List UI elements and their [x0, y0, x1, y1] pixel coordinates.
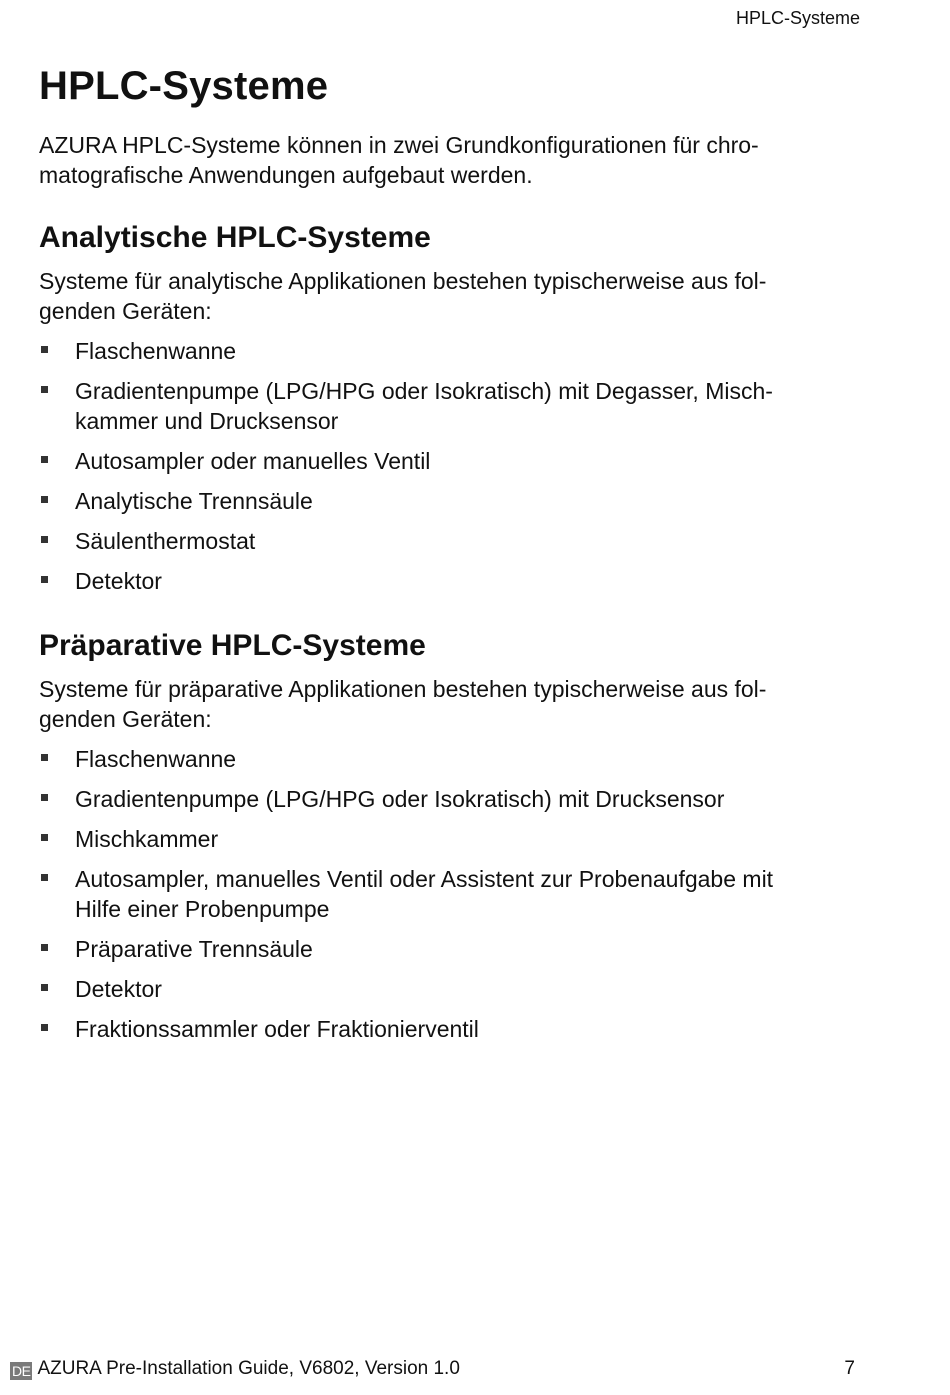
preparative-text-line-1: Systeme für präparative Applikationen bestehen typischerweise aus fol- — [39, 676, 767, 702]
list-item: Flaschenwanne — [39, 744, 839, 774]
preparative-device-list — [39, 744, 839, 1044]
bullet-icon — [41, 386, 48, 393]
page-title: HPLC-Systeme — [39, 64, 329, 108]
language-badge: DE — [12, 1363, 31, 1379]
bullet-icon — [41, 456, 48, 463]
bullet-icon — [41, 576, 48, 583]
list-item: Präparative Trennsäule — [39, 934, 839, 964]
analytical-text-line-1: Systeme für analytische Applikationen bestehen typischerweise aus fol- — [39, 268, 767, 294]
page-number: 7 — [844, 1358, 855, 1379]
list-item: Detektor — [39, 566, 839, 596]
bullet-icon — [41, 754, 48, 761]
footer-document-title: AZURA Pre-Installation Guide, V6802, Version 1.0 — [37, 1358, 460, 1379]
bullet-icon — [41, 834, 48, 841]
analytical-text-line-2: genden Geräten: — [39, 298, 212, 324]
bullet-icon — [41, 794, 48, 801]
bullet-icon — [41, 496, 48, 503]
list-item: Mischkammer — [39, 824, 839, 854]
analytical-device-list — [39, 336, 839, 596]
list-item: Analytische Trennsäule — [39, 486, 839, 516]
intro-line-1: AZURA HPLC-Systeme können in zwei Grundkonfigurationen für chro- — [39, 132, 759, 158]
list-item: Flaschenwanne — [39, 336, 839, 366]
bullet-icon — [41, 536, 48, 543]
page-footer — [10, 1356, 855, 1382]
main-content — [39, 60, 839, 1074]
preparative-heading: Präparative HPLC-Systeme — [39, 629, 426, 662]
bullet-icon — [41, 1024, 48, 1031]
bullet-icon — [41, 874, 48, 881]
intro-line-2: matografische Anwendungen aufgebaut werden. — [39, 162, 533, 188]
intro-paragraph — [39, 130, 839, 190]
bullet-icon — [41, 944, 48, 951]
list-item: Säulenthermostat — [39, 526, 839, 556]
preparative-text-line-2: genden Geräten: — [39, 706, 212, 732]
preparative-text — [39, 674, 839, 734]
list-item: Gradientenpumpe (LPG/HPG oder Isokratisch) mit Drucksensor — [39, 784, 839, 814]
analytical-text — [39, 266, 839, 326]
list-item: Fraktionssammler oder Fraktionierventil — [39, 1014, 839, 1044]
analytical-heading: Analytische HPLC-Systeme — [39, 221, 431, 254]
list-item: Autosampler, manuelles Ventil oder Assistent zur Probenaufgabe mit Hilfe einer Probenpumpe — [39, 864, 839, 924]
list-item: Autosampler oder manuelles Ventil — [39, 446, 839, 476]
bullet-icon — [41, 984, 48, 991]
list-item: Gradientenpumpe (LPG/HPG oder Isokratisch) mit Degasser, Misch- kammer und Drucksensor — [39, 376, 839, 436]
running-header: HPLC-Systeme — [735, 8, 860, 28]
list-item: Detektor — [39, 974, 839, 1004]
bullet-icon — [41, 346, 48, 353]
